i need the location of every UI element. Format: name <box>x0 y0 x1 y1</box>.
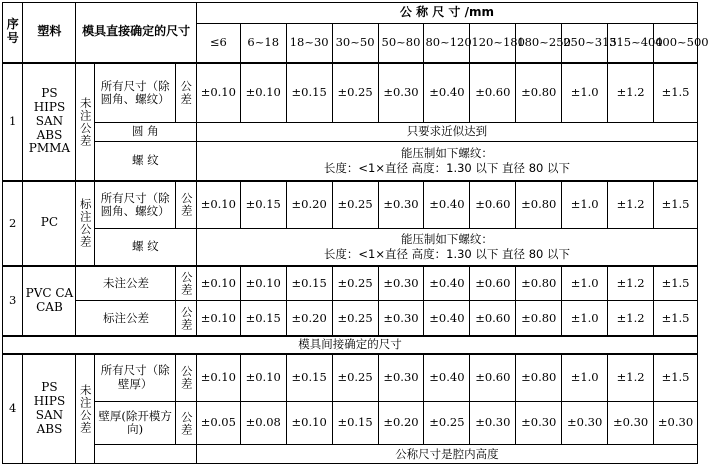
tolerance-value: ±0.08 <box>240 401 286 445</box>
tolerance-value: ±0.30 <box>378 301 424 336</box>
tolerance-value: ±1.0 <box>562 63 608 123</box>
tolerance-value: ±0.10 <box>196 354 240 402</box>
tolerance-value: ±0.15 <box>332 401 378 445</box>
tolerance-value: ±0.15 <box>286 266 332 301</box>
tolerance-value: ±1.0 <box>562 354 608 402</box>
tolerance-value: ±0.80 <box>516 63 562 123</box>
tolerance-value: ±0.30 <box>470 401 516 445</box>
approx-note: 只要求近似达到 <box>196 123 697 142</box>
tolerance-value: ±0.15 <box>286 354 332 402</box>
row-seq: 3 <box>3 266 23 336</box>
tolerance-value: ±1.5 <box>654 63 698 123</box>
tolerance-value: ±0.10 <box>286 401 332 445</box>
blank-cell <box>94 445 196 464</box>
thread-label: 螺 纹 <box>94 228 196 265</box>
unmarked-tol-label: 未注公差 <box>76 266 176 301</box>
tolerance-value: ±0.40 <box>424 301 470 336</box>
tolerance-value: ±1.2 <box>608 301 654 336</box>
tolerance-value: ±0.15 <box>240 181 286 229</box>
thread-note <box>196 228 697 265</box>
tolerance-value: ±0.30 <box>378 181 424 229</box>
tolerance-value: ±0.80 <box>516 301 562 336</box>
range-cell: 315~400 <box>608 23 654 62</box>
tolerance-value: ±0.25 <box>424 401 470 445</box>
tolerance-value: ±1.0 <box>562 266 608 301</box>
tolerance-value: ±0.10 <box>240 354 286 402</box>
tolerance-value: ±0.30 <box>654 401 698 445</box>
thread-note <box>196 141 697 180</box>
tolerance-value: ±0.40 <box>424 181 470 229</box>
tolerance-value: ±0.25 <box>332 63 378 123</box>
thread-note-line-2: 长度：<1×直径 高度：1.30 以下 直径 80 以下 <box>323 160 570 175</box>
tolerance-value: ±0.80 <box>516 354 562 402</box>
tolerance-value: ±1.2 <box>608 266 654 301</box>
range-cell: 18~30 <box>286 23 332 62</box>
tolerance-value: ±0.30 <box>608 401 654 445</box>
range-cell: 400~500 <box>654 23 698 62</box>
tolerance-value: ±0.20 <box>286 181 332 229</box>
header-plastic: 塑料 <box>23 3 76 63</box>
row-seq: 2 <box>3 181 23 266</box>
tolerance-value: ±0.30 <box>378 354 424 402</box>
tol-label: 公差 <box>176 181 196 229</box>
tolerance-value: ±1.5 <box>654 266 698 301</box>
tolerance-value: ±0.80 <box>516 181 562 229</box>
tol-label: 公差 <box>176 301 196 336</box>
tolerance-value: ±0.10 <box>196 63 240 123</box>
tolerance-value: ±0.15 <box>286 63 332 123</box>
tolerance-value: ±1.2 <box>608 181 654 229</box>
range-cell: 50~80 <box>378 23 424 62</box>
tolerance-value: ±1.5 <box>654 181 698 229</box>
tolerance-value: ±1.0 <box>562 181 608 229</box>
tolerance-value: ±1.5 <box>654 301 698 336</box>
tolerance-value: ±0.20 <box>286 301 332 336</box>
header-nominal: 公 称 尺 寸 /mm <box>196 3 697 24</box>
thread-note-line-1: 能压制如下螺纹： <box>400 145 493 160</box>
range-cell: 250~315 <box>562 23 608 62</box>
tolerance-value: ±0.80 <box>516 266 562 301</box>
tolerance-value: ±0.30 <box>378 266 424 301</box>
unmarked-tol-label: 未注公差 <box>76 354 94 464</box>
indirect-section-heading: 模具间接确定的尺寸 <box>3 336 698 354</box>
row-plastic: PS HIPS SAN ABS PMMA <box>23 63 76 181</box>
tolerance-value: ±0.60 <box>470 63 516 123</box>
tolerance-value: ±0.60 <box>470 301 516 336</box>
tolerance-value: ±0.20 <box>378 401 424 445</box>
all-dims-label: 所有尺寸（除壁厚） <box>94 354 176 402</box>
wall-thickness-label: 壁厚(除开模方向) <box>94 401 176 445</box>
tolerance-value: ±0.25 <box>332 181 378 229</box>
tol-label: 公差 <box>176 401 196 445</box>
range-cell: 80~120 <box>424 23 470 62</box>
tolerance-value: ±0.15 <box>240 301 286 336</box>
tolerance-value: ±0.25 <box>332 301 378 336</box>
row-plastic: PS HIPS SAN ABS <box>23 354 76 464</box>
tolerance-value: ±1.0 <box>562 301 608 336</box>
all-dims-label: 所有尺寸（除圆角、螺纹） <box>94 63 176 123</box>
row-seq: 1 <box>3 63 23 181</box>
range-cell: 180~250 <box>516 23 562 62</box>
tolerance-value: ±0.25 <box>332 266 378 301</box>
tolerance-value: ±0.40 <box>424 354 470 402</box>
range-cell: 120~180 <box>470 23 516 62</box>
tolerance-value: ±0.30 <box>562 401 608 445</box>
thread-note-line-2: 长度：<1×直径 高度：1.30 以下 直径 80 以下 <box>323 246 570 261</box>
tolerance-value: ±0.40 <box>424 266 470 301</box>
tolerance-value: ±1.2 <box>608 63 654 123</box>
thread-label: 螺 纹 <box>94 141 196 180</box>
tolerance-value: ±0.10 <box>196 301 240 336</box>
tolerance-value: ±0.40 <box>424 63 470 123</box>
fillet-label: 圆 角 <box>94 123 196 142</box>
tolerance-value: ±0.10 <box>196 181 240 229</box>
row-seq: 4 <box>3 354 23 464</box>
tolerance-value: ±0.60 <box>470 181 516 229</box>
tol-label: 公差 <box>176 63 196 123</box>
marked-tol-label: 标注公差 <box>76 181 94 266</box>
range-cell: 6~18 <box>240 23 286 62</box>
row-plastic: PVC CA CAB <box>23 266 76 336</box>
marked-tol-label: 标注公差 <box>76 301 176 336</box>
tolerance-value: ±1.5 <box>654 354 698 402</box>
tolerance-value: ±0.60 <box>470 354 516 402</box>
tolerance-value: ±0.10 <box>240 266 286 301</box>
tolerance-value: ±0.10 <box>240 63 286 123</box>
tol-label: 公差 <box>176 354 196 402</box>
tolerance-value: ±0.10 <box>196 266 240 301</box>
thread-note-line-1: 能压制如下螺纹： <box>400 231 493 246</box>
cavity-note: 公称尺寸是腔内高度 <box>196 445 697 464</box>
tol-label: 公差 <box>176 266 196 301</box>
tolerance-value: ±1.2 <box>608 354 654 402</box>
tolerance-value: ±0.30 <box>516 401 562 445</box>
tolerance-table <box>2 2 709 464</box>
tolerance-value: ±0.05 <box>196 401 240 445</box>
tolerance-value: ±0.30 <box>378 63 424 123</box>
range-cell: 30~50 <box>332 23 378 62</box>
header-seq: 序号 <box>3 3 23 63</box>
row-plastic: PC <box>23 181 76 266</box>
tolerance-value: ±0.60 <box>470 266 516 301</box>
range-cell: ≤6 <box>196 23 240 62</box>
tolerance-value: ±0.25 <box>332 354 378 402</box>
unmarked-tol-label: 未注公差 <box>76 63 94 181</box>
all-dims-label: 所有尺寸（除圆角、螺纹） <box>94 181 176 229</box>
header-direct-dim: 模具直接确定的尺寸 <box>76 3 196 63</box>
